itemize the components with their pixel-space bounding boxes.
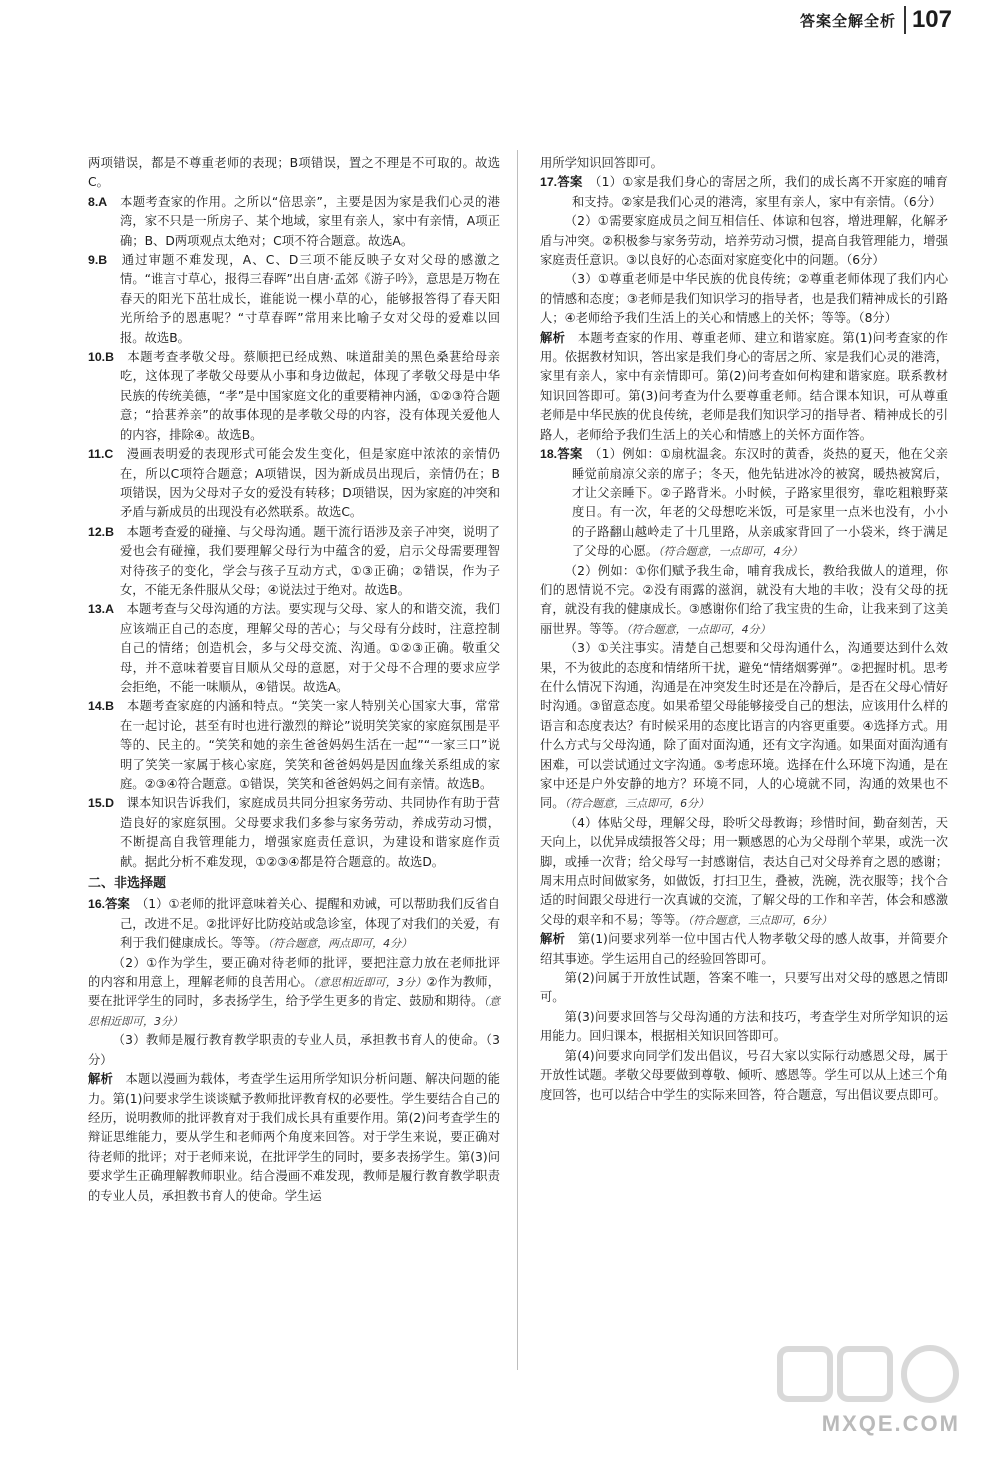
question-8 [88,193,500,251]
q8-num: 8.A [88,194,108,209]
q18-p3-note: （符合题意，三点即可，6分） [564,797,710,811]
q18-p2-note: （符合题意，一点即可，4分） [626,622,771,636]
q17-part2: （2）①需要家庭成员之间互相信任、体谅和包容，增进理解，化解矛盾与冲突。②积极参与家务劳动，培养劳动习惯，提高自我管理能力，增强家庭责任意识。③以良好的心态面对家庭变化中的问题。（6分） [540,214,948,268]
q16-analysis-text: 本题以漫画为载体，考查学生运用所学知识分析问题、解决问题的能力。第(1)问要求学生谈谈赋予教师批评教育权的必要性。学生要结合自己的经历，说明教师的批评教育对于我们成长具有重要作用。第(2)问考查学生的辩证思维能力，要从学生和老师两个角度来回答。对于学生来说，要正确对待老师的批评；对于老师来说，在批评学生的同时，要多表扬学生。第(3)问要求学生正确理解教师职业。结合漫画不难发现，教师是履行教育教学职责的专业人员，承担教书育人的使命。学生运 [88,1072,500,1203]
q18-p4-note: （符合题意，三点即可，6分） [687,913,833,927]
q18-part3 [540,639,948,814]
question-16 [88,895,500,953]
section-heading: 二、非选择题 [88,876,167,892]
watermark-text: MXQE.COM [821,1411,960,1436]
q18-p1-note: （符合题意，一点即可，4分） [658,545,803,559]
column-divider [517,150,518,1370]
q16-part2 [88,954,500,1032]
q16-p2b: ②作为教师，要在批评学生的同时，多表扬学生，给予学生更多的肯定、鼓励和期待。 [88,975,500,1009]
q11-num: 11.C [88,447,114,462]
question-13 [88,600,500,697]
q16-part3: （3）教师是履行教育教学职责的专业人员，承担教书育人的使命。（3分） [88,1033,500,1067]
q18-analysis-4: 第(4)问要求向同学们发出倡议，号召大家以实际行动感恩父母，属于开放性试题。孝敬父母要做到尊敬、倾听、感恩等。学生可以从上述三个角度回答，也可以结合中学生的实际来回答，符合题意，写出倡议要点即可。 [540,1048,948,1102]
q18-analysis [540,930,948,969]
q14-text: 本题考查家庭的内涵和特点。“笑笑一家人特别关心国家大事，常常在一起讨论，甚至有时也进行激烈的辩论”说明笑笑家的家庭氛围是平等的、民主的。“笑笑和她的亲生爸爸妈妈生活在一起”“一家三口”说明了笑笑一家属于核心家庭，笑笑和爸爸妈妈是因血缘关系组成的家庭。②③④符合题意。①错误，笑笑和爸爸妈妈之间有亲情。故选B。 [120,699,500,791]
q17-num: 17.答案 [540,175,583,190]
q18-num: 18.答案 [540,447,583,462]
q13-text: 本题考查与父母沟通的方法。要实现与父母、家人的和谐交流，我们应该端正自己的态度，理解父母的苦心；与父母有分歧时，注意控制自己的情绪；创造机会，多与父母交流、沟通。①②③正确。敬重父母，并不意味着要盲目顺从父母的意愿，对于父母不合理的要求应学会拒绝，不能一味顺从，④错误。故选A。 [120,602,500,694]
q11-text: 漫画表明爱的表现形式可能会发生变化，但是家庭中浓浓的亲情仍在，所以C项符合题意；A项错误，因为新成员出现后，亲情仍在；B项错误，因为父母对子女的爱没有转移；D项错误，因为家庭的冲突和矛盾与新成员的出现没有必然联系。故选C。 [120,447,500,520]
q17-part3: （3）①尊重老师是中华民族的优良传统；②尊重老师体现了我们内心的情感和态度；③老师是我们知识学习的指导者，也是我们精神成长的引路人；④老师给予我们生活上的关心和情感上的关怀；等等。（8分） [540,272,948,326]
q17-analysis [540,329,948,445]
question-18 [540,445,948,561]
q18-analysis-1: 第(1)问要求列举一位中国古代人物孝敬父母的感人故事，并简要介绍其事迹。学生运用自己的经验回答即可。 [540,932,948,966]
page-header [800,0,952,40]
q18-analysis-3: 第(3)问要求回答与父母沟通的方法和技巧，考查学生对所学知识的运用能力。回归课本，根据相关知识回答即可。 [540,1009,948,1044]
q18-p1: （1）例如：①扇枕温衾。东汉时的黄香，炎热的夏天，他在父亲睡觉前扇凉父亲的席子；冬天，他先钻进冰冷的被窝，暖热被窝后，才让父亲睡下。②子路背米。小时候，子路家里很穷，靠吃粗粮野菜度日。有一次，年老的父母想吃米饭，可是家里一点米也没有，小小的子路翻山越岭走了十几里路，从亲戚家背回了一小袋米，终于满足了父母的心愿。 [572,447,948,559]
q17-analysis-text: 本题考查家的作用、尊重老师、建立和谐家庭。第(1)问考查家的作用。依据教材知识，答出家是我们身心的寄居之所、家是我们心灵的港湾，家里有亲人，家中有亲情即可。第(2)问考查如何构建和谐家庭。联系教材知识回答即可。第(3)问考查为什么要尊重老师。结合课本知识，可从尊重老师是中华民族的优良传统，老师是我们知识学习的指导者、精神成长的引路人，老师给予我们生活上的关心和情感上的关怀方面作答。 [540,330,948,442]
question-9 [88,251,500,348]
q13-num: 13.A [88,602,114,617]
question-17 [540,173,948,212]
question-10 [88,348,500,445]
q16-num: 16.答案 [88,897,130,912]
q10-num: 10.B [88,350,114,365]
page-number: 107 [904,6,952,34]
q10-text: 本题考查孝敬父母。蔡顺把已经成熟、味道甜美的黑色桑葚给母亲吃，这体现了孝敬父母要从小事和身边做起，体现了孝敬父母是中华民族的传统美德，“孝”是中国家庭文化的重要精神内涵，①②③符合题意；“拾葚养亲”的故事体现的是孝敬父母的内容，没有体现关爱他人的内容，排除④。故选B。 [120,350,500,442]
q18-analysis-2: 第(2)问属于开放性试题，答案不唯一，只要写出对父母的感恩之情即可。 [540,971,948,1005]
q18-p2: （2）例如：①你们赋予我生命，哺育我成长，教给我做人的道理，你们的恩情说不完。②没有雨露的滋润，就没有大地的丰收；没有父母的抚育，就没有我的健康成长。③感谢你们给了我宝贵的生命，让我来到了这美丽世界。等等。 [540,563,948,636]
q16-analysis [88,1070,500,1206]
q18-analysis-tag: 解析 [540,932,566,947]
q15-text: 课本知识告诉我们，家庭成员共同分担家务劳动、共同协作有助于营造良好的家庭氛围。父母要求我们多参与家务劳动，养成劳动习惯，不断提高自我管理能力，增强家庭责任意识，为建设和谐家庭作贡献。据此分析不难发现，①②③④都是符合题意的。故选D。 [120,796,500,869]
q18-p4: （4）体贴父母，理解父母，聆听父母教诲；珍惜时间，勤奋刻苦，天天向上，以优异成绩报答父母；用一颗感恩的心为父母削个苹果，或洗一次脚，或捶一次背；给父母写一封感谢信，表达自己对父母养育之恩的感谢；周末用点时间做家务，如做饭，打扫卫生，叠被，洗碗，洗衣服等；找个合适的时间跟父母进行一次真诚的交流，了解父母的工作和辛苦，体会和感激父母的艰辛和不易；等等。 [540,815,948,927]
right-column [540,154,948,1105]
left-intro: 两项错误，都是不尊重老师的表现；B项错误，置之不理是不可取的。故选C。 [88,156,500,190]
q16-p1-note: （符合题意，两点即可，4分） [267,937,413,951]
q18-p3: （3）①关注事实。清楚自己想要和父母沟通什么，沟通要达到什么效果，不为彼此的态度和情绪所干扰，避免“情绪烟雾弹”。②把握时机。思考在什么情况下沟通，沟通是在冲突发生时还是在冷静后，是否在父母心情好时沟通。③留意态度。如果希望父母能够接受自己的想法，应该用什么样的语言和态度表达？有时候采用的态度比语言的内容更重要。④选择方式。用什么方式与父母沟通，除了面对面沟通，还有文字沟通。如果面对面沟通有困难，可以尝试通过文字沟通。⑤考虑环境。选择在什么环境下沟通，是在家中还是户外安静的地方？环境不同，人的心境就不同，沟通的效果也不同。 [540,641,948,811]
q14-num: 14.B [88,699,114,714]
q16-p1: （1）①老师的批评意味着关心、提醒和劝诫，可以帮助我们反省自己，改进不足。②批评好比防疫站或急诊室，体现了对我们的关爱，有利于我们健康成长。等等。 [120,897,500,951]
q12-num: 12.B [88,524,114,539]
question-14 [88,697,500,794]
q8-text: 本题考查家的作用。之所以“倍思亲”，主要是因为家是我们心灵的港湾，家不只是一所房子、某个地域，家里有亲人，家中有亲情，A项正确；B、D两项观点太绝对；C项不符合题意。故选A。 [120,194,500,248]
q17-p1: （1）①家是我们身心的寄居之所，我们的成长离不开家庭的哺育和支持。②家是我们心灵的港湾，家里有亲人，家中有亲情。（6分） [572,175,948,209]
q18-part2 [540,562,948,640]
right-intro: 用所学知识回答即可。 [540,156,663,170]
q16-p2-note: （意思相近即可，3分） [312,976,427,990]
q17-analysis-tag: 解析 [540,330,566,345]
q12-text: 本题考查爱的碰撞、与父母沟通。题干流行语涉及亲子冲突，说明了爱也会有碰撞，我们要理解父母行为中蕴含的爱，启示父母需要理智对待孩子的变化，学会与孩子互动方式，①③正确；②错误，作为子女，不能无条件服从父母；④说法过于绝对。故选B。 [120,524,500,597]
question-12 [88,523,500,601]
q16-p2: （2）①作为学生，要正确对待老师的批评，要把注意力放在老师批评的内容和用意上，理解老师的良苦用心。 [88,955,500,990]
q9-text: 通过审题不难发现，A、C、D三项不能反映子女对父母的感激之情。“谁言寸草心，报得三春晖”出自唐·孟郊《游子吟》，意思是万物在春天的阳光下茁壮成长，谁能说一棵小草的心，能够报答得了春天阳光所给予的恩惠呢？“寸草春晖”常用来比喻子女对父母的爱难以回报。故选B。 [120,253,500,345]
q16-analysis-tag: 解析 [88,1072,113,1087]
header-title: 答案全解全析 [799,11,896,30]
question-15 [88,794,500,872]
question-11 [88,445,500,523]
q16-p2b-note: （意思相近即可，3分） [88,995,500,1028]
q15-num: 15.D [88,796,114,811]
left-column [88,154,500,1206]
q9-num: 9.B [88,253,108,268]
q18-part4 [540,814,948,930]
